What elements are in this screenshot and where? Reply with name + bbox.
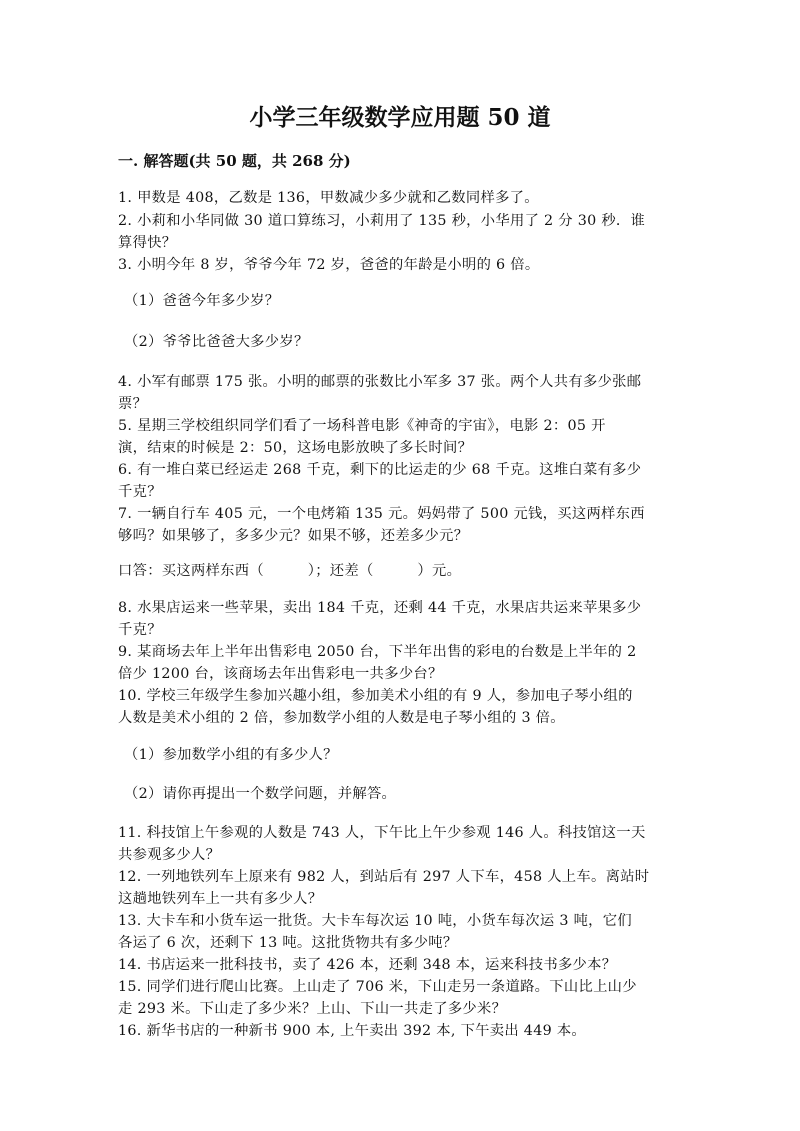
question-line: 共参观多少人？ [118,847,221,863]
question-line: 3. 小明今年 8 岁，爷爷今年 72 岁，爸爸的年龄是小明的 6 倍。 [118,257,540,273]
question-line: 算得快？ [118,235,177,251]
question-line: 6. 有一堆白菜已经运走 268 千克，剩下的比运走的少 68 千克。这堆白菜有多少 [118,462,642,478]
question-line: 11. 科技馆上午参观的人数是 743 人，下午比上午少参观 146 人。科技馆这一天 [118,825,646,841]
question-line: 人数是美术小组的 2 倍，参加数学小组的人数是电子琴小组的 3 倍。 [118,710,565,726]
question-line: 2. 小莉和小华同做 30 道口算练习，小莉用了 135 秒，小华用了 2 分 30 秒．谁 [118,213,646,229]
question-line: 够吗？如果够了，多多少元？如果不够，还差多少元？ [118,528,469,544]
page-title: 小学三年级数学应用题 50 道 [249,104,551,131]
question-line: 千克？ [118,622,162,638]
question-line: 演，结束的时候是 2：50，这场电影放映了多长时间？ [118,440,473,456]
sub-question: （2）爷爷比爸爸大多少岁？ [124,334,309,350]
question-line: 5. 星期三学校组织同学们看了一场科普电影《神奇的宇宙》，电影 2：05 开 [118,418,606,434]
question-line: 1. 甲数是 408，乙数是 136，甲数减少多少就和乙数同样多了。 [118,190,539,206]
sub-question: （1）爸爸今年多少岁？ [124,293,280,309]
question-line: 4. 小军有邮票 175 张。小明的邮票的张数比小军多 37 张。两个人共有多少张邮 [118,374,642,390]
question-line: 8. 水果店运来一些苹果，卖出 184 千克，还剩 44 千克，水果店共运来苹果多少 [118,600,642,616]
question-line: 这趟地铁列车上一共有多少人？ [118,891,323,907]
sub-question: （1）参加数学小组的有多少人？ [124,747,338,763]
question-line: 12. 一列地铁列车上原来有 982 人，到站后有 297 人下车，458 人上车。离站时 [118,869,650,885]
sub-question: （2）请你再提出一个数学问题，并解答。 [124,786,397,802]
question-line: 15. 同学们进行爬山比赛。上山走了 706 米，下山走另一条道路。下山比上山少 [118,979,637,995]
question-line: 13. 大卡车和小货车运一批货。大卡车每次运 10 吨，小货车每次运 3 吨，它们 [118,913,632,929]
answer-line: 口答：买这两样东西（ ）；还差（ ）元。 [118,563,462,579]
question-line: 7. 一辆自行车 405 元，一个电烤箱 135 元。妈妈带了 500 元钱，买这两样东西 [118,506,645,522]
question-line: 千克？ [118,484,162,500]
question-line: 各运了 6 次，还剩下 13 吨。这批货物共有多少吨？ [118,935,458,951]
question-line: 14. 书店运来一批科技书，卖了 426 本，还剩 348 本，运来科技书多少本？ [118,957,617,973]
question-line: 票？ [118,396,148,412]
question-line: 16. 新华书店的一种新书 900 本, 上午卖出 392 本, 下午卖出 449 本。 [118,1023,587,1039]
section-heading: 一. 解答题(共 50 题，共 268 分) [118,152,351,170]
question-line: 倍少 1200 台，该商场去年出售彩电一共多少台？ [118,666,443,682]
question-line: 9. 某商场去年上半年出售彩电 2050 台，下半年出售的彩电的台数是上半年的 2 [118,644,637,660]
question-line: 走 293 米。下山走了多少米？上山、下山一共走了多少米？ [118,1001,507,1017]
question-line: 10. 学校三年级学生参加兴趣小组，参加美术小组的有 9 人，参加电子琴小组的 [118,688,633,704]
